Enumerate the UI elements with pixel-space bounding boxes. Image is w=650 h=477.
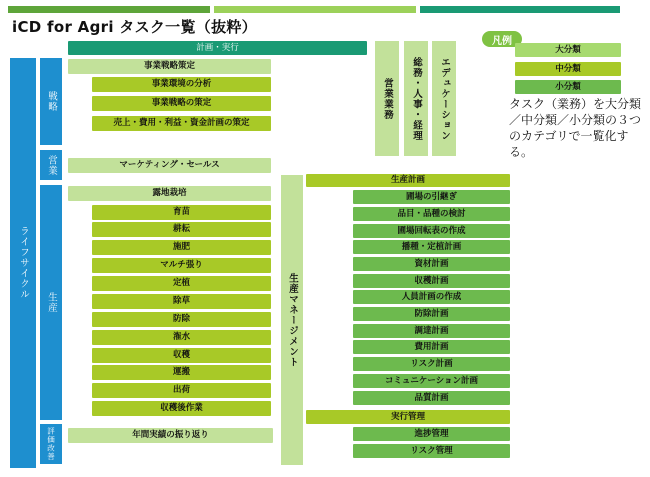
legend-small: 小分類 [515,80,621,94]
page-title: iCD for Agri タスク一覧（抜粋） [12,18,257,36]
strategy-item: 事業戦略の策定 [92,96,271,111]
execution-mgmt-main: 実行管理 [306,410,510,424]
strategy-main: 事業戦略策定 [68,59,271,74]
legend-large: 大分類 [515,43,621,57]
description-note: タスク（業務）を大分類／中分類／小分類の３つのカテゴリで一覧化する。 [509,97,642,159]
column-somu [404,41,428,156]
production-plan-item: 圃場回転表の作成 [353,224,510,238]
column-eigyo-gyomu-label: 営業業務 [382,77,393,120]
open-field-item: 施肥 [92,240,271,255]
open-field-item: 除草 [92,294,271,309]
header-bar-dark [8,6,210,13]
production-plan-item: 品目・品種の検討 [353,207,510,221]
production-plan-item: 播種・定植計画 [353,240,510,254]
strategy-item: 事業環境の分析 [92,77,271,92]
production-plan-item: 費用計画 [353,340,510,354]
execution-mgmt-item: 進捗管理 [353,427,510,441]
open-field-item: マルチ張り [92,258,271,273]
production-plan-main: 生産計画 [306,174,510,187]
open-field-item: 潅水 [92,330,271,345]
category-seisan [40,185,62,420]
open-field-item: 定植 [92,276,271,291]
production-plan-item: 資材計画 [353,257,510,271]
legend-title: 凡例 [482,31,522,47]
open-field-item: 収穫後作業 [92,401,271,416]
production-plan-item: リスク計画 [353,357,510,371]
sales-main: マーケティング・セールス [68,158,271,173]
category-eigyo [40,150,62,180]
open-field-item: 防除 [92,312,271,327]
column-eigyo-gyomu [375,41,399,156]
column-production-mgmt-label: 生産マネージメント [287,272,298,368]
production-plan-item: 圃場の引継ぎ [353,190,510,204]
open-field-item: 収穫 [92,348,271,363]
column-production-mgmt [281,175,303,465]
header-bar-light [214,6,416,13]
open-field-item: 耕耘 [92,222,271,237]
lifecycle-label: ライフサイクル [18,226,29,300]
category-seisan-label: 生産 [46,292,57,313]
production-plan-item: 収穫計画 [353,274,510,288]
review-main: 年間実績の振り返り [68,428,273,443]
open-field-item: 出荷 [92,383,271,398]
category-hyoka-label: 評価改善 [46,427,56,461]
execution-mgmt-item: リスク管理 [353,444,510,458]
production-plan-item: 人員計画の作成 [353,290,510,304]
plan-execute-bar: 計画・実行 [68,41,367,55]
header-bar-teal [420,6,620,13]
production-plan-item: 防除計画 [353,307,510,321]
category-senryaku [40,58,62,145]
category-eigyo-label: 営業 [46,154,57,176]
legend-medium: 中分類 [515,62,621,76]
production-plan-item: 品質計画 [353,391,510,405]
category-hyoka [40,424,62,464]
strategy-item: 売上・費用・利益・資金計画の策定 [92,116,271,131]
production-plan-item: 調達計画 [353,324,510,338]
open-field-item: 育苗 [92,205,271,220]
lifecycle-column [10,58,36,468]
open-field-main: 露地栽培 [68,186,271,201]
category-senryaku-label: 戦略 [46,91,57,112]
production-plan-item: コミュニケーション計画 [353,374,510,388]
column-somu-label: 総務・人事・経理 [411,56,422,141]
column-education-label: エデュケーション [439,56,450,141]
column-education [432,41,456,156]
open-field-item: 運搬 [92,365,271,380]
